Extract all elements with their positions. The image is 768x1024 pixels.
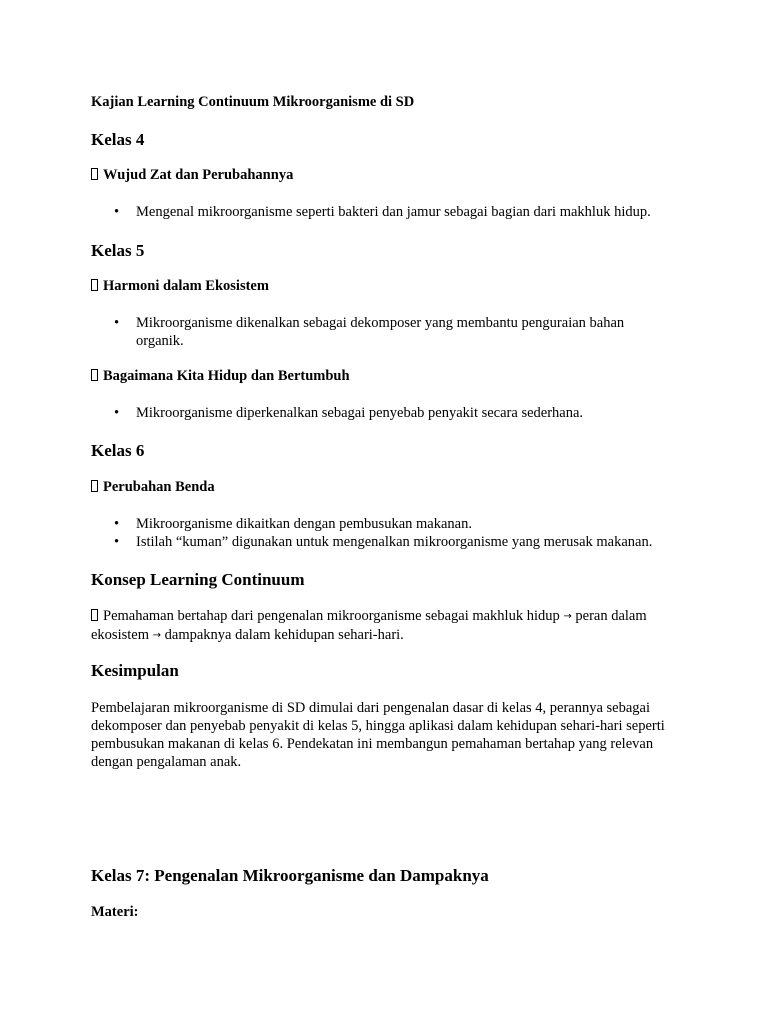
list-item: • Mengenal mikroorganisme seperti bakteri dan jamur sebagai bagian dari makhluk hidup. (114, 204, 651, 220)
document-title: Kajian Learning Continuum Mikroorganisme di SD (91, 94, 415, 110)
konsep-paragraph: Pemahaman bertahap dari pengenalan mikroorganisme sebagai makhluk hidup → peran dalam ekosistem → dampaknya dalam kehidupan sehari-hari. (91, 608, 647, 643)
topic-perubahan-benda (91, 479, 215, 496)
topic-label: Bagaimana Kita Hidup dan Bertumbuh (103, 368, 350, 384)
heading-kesimpulan: Kesimpulan (91, 661, 179, 680)
missing-glyph-icon (91, 369, 98, 381)
list-item: • Mikroorganisme dikaitkan dengan pembusukan makanan. (114, 516, 472, 532)
list-item: • Mikroorganisme dikenalkan sebagai dekomposer yang membantu penguraian bahan organik. (114, 315, 625, 349)
topic-wujud-zat (91, 167, 293, 184)
kesimpulan-paragraph: Pembelajaran mikroorganisme di SD dimulai dari pengenalan dasar di kelas 4, perannya sebagai dekomposer dan penyebab penyakit di kelas 5, hingga aplikasi dalam kehidupan sehari-hari seperti pembusukan makanan di kelas 6. Pendekatan ini membangun pemahaman bertahap yang relevan dengan pengalaman anak. (91, 700, 665, 770)
heading-kelas-6: Kelas 6 (91, 441, 145, 460)
topic-harmoni (91, 278, 269, 295)
bullet-list-kelas-6 (91, 515, 691, 551)
arrow-right-icon: → (563, 611, 572, 622)
materi-label: Materi: (91, 904, 139, 920)
bullet-icon: • (114, 534, 120, 550)
bullet-list-kelas-5a (91, 314, 691, 350)
bullet-list-kelas-4 (91, 203, 691, 221)
list-item: • Mikroorganisme diperkenalkan sebagai penyebab penyakit secara sederhana. (114, 405, 584, 421)
arrow-right-icon: → (152, 630, 162, 641)
bullet-list-kelas-5b (91, 404, 691, 422)
bullet-icon: • (114, 204, 120, 220)
heading-kelas-4: Kelas 4 (91, 130, 145, 149)
missing-glyph-icon (91, 168, 98, 180)
missing-glyph-icon (91, 480, 98, 492)
heading-kelas-7: Kelas 7: Pengenalan Mikroorganisme dan Dampaknya (91, 866, 489, 885)
heading-konsep: Konsep Learning Continuum (91, 570, 305, 589)
topic-bagaimana-kita-hidup (91, 368, 350, 385)
missing-glyph-icon (91, 609, 98, 621)
list-item: • Istilah “kuman” digunakan untuk mengenalkan mikroorganisme yang merusak makanan. (114, 534, 653, 550)
bullet-icon: • (114, 516, 120, 532)
missing-glyph-icon (91, 279, 98, 291)
heading-kelas-5: Kelas 5 (91, 241, 145, 260)
bullet-icon: • (114, 405, 120, 421)
topic-label: Harmoni dalam Ekosistem (103, 278, 269, 294)
topic-label: Perubahan Benda (103, 479, 215, 495)
topic-label: Wujud Zat dan Perubahannya (103, 167, 294, 183)
bullet-icon: • (114, 315, 120, 331)
